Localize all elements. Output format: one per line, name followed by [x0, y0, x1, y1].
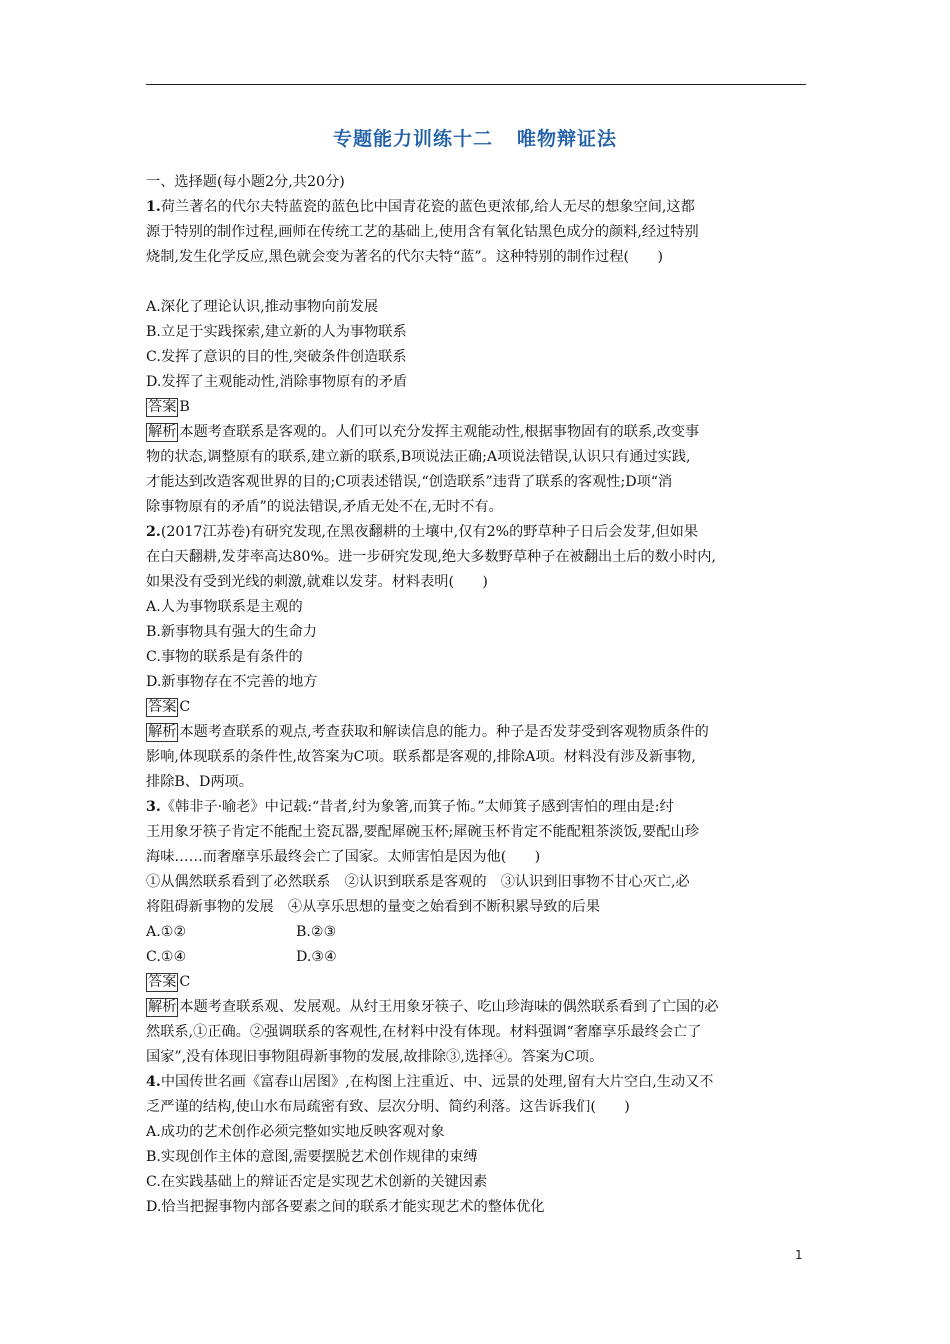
option-a: A.人为事物联系是主观的 — [146, 599, 303, 615]
analysis-tag: 解析 — [148, 424, 177, 440]
option-a: A.成功的艺术创作必须完整如实地反映客观对象 — [146, 1124, 445, 1140]
option-b: B.新事物具有强大的生命力 — [146, 624, 317, 640]
page-title — [0, 124, 950, 151]
analysis-line: 物的状态,调整原有的联系,建立新的联系,B项说法正确;A项说法错误,认识只有通过实践, — [146, 449, 691, 465]
option-d: D.③④ — [296, 949, 337, 965]
analysis-line: 国家”,没有体现旧事物阻碍新事物的发展,故排除③,选择④。答案为C项。 — [146, 1049, 604, 1065]
section-heading: 一、选择题(每小题2分,共20分) — [146, 174, 345, 190]
option-d: D.发挥了主观能动性,消除事物原有的矛盾 — [146, 374, 408, 390]
answer-tag: 答案 — [148, 974, 177, 990]
answer-tag: 答案 — [148, 399, 177, 415]
question-stem-line: 《韩非子·喻老》中记载:“昔者,纣为象箸,而箕子怖。”太师箕子感到害怕的理由是:纣 — [160, 799, 674, 815]
question-stem-line: (2017江苏卷)有研究发现,在黑夜翻耕的土壤中,仅有2%的野草种子日后会发芽,但如果 — [160, 524, 699, 540]
answer-value: B — [179, 399, 190, 415]
option-c: C.发挥了意识的目的性,突破条件创造联系 — [146, 349, 407, 365]
analysis-line: 排除B、D两项。 — [146, 774, 253, 790]
question-4 — [146, 1070, 814, 1220]
analysis-line: 本题考查联系的观点,考查获取和解读信息的能力。种子是否发芽受到客观物质条件的 — [179, 724, 709, 740]
analysis-tag: 解析 — [148, 724, 177, 740]
question-stem-line: 如果没有受到光线的刺激,就难以发芽。材料表明( ) — [146, 574, 488, 590]
question-stem-line: 在白天翻耕,发芽率高达80%。进一步研究发现,绝大多数野草种子在被翻出土后的数小时内, — [146, 549, 717, 565]
option-c: C.事物的联系是有条件的 — [146, 649, 303, 665]
question-stem-line: 源于特别的制作过程,画师在传统工艺的基础上,使用含有氧化钴黑色成分的颜料,经过特别 — [146, 224, 699, 240]
options-row — [146, 920, 814, 945]
question-stem-line: 海味……而奢靡享乐最终会亡了国家。太师害怕是因为他( ) — [146, 849, 541, 865]
analysis-tag: 解析 — [148, 999, 177, 1015]
question-1 — [146, 195, 814, 520]
analysis-line: 然联系,①正确。②强调联系的客观性,在材料中没有体现。材料强调“奢靡享乐最终会亡了 — [146, 1024, 702, 1040]
answer-value: C — [179, 974, 191, 990]
document-body — [146, 170, 814, 1220]
title-sub: 唯物辩证法 — [517, 128, 618, 150]
options-row — [146, 945, 814, 970]
analysis-line: 才能达到改造客观世界的目的;C项表述错误,“创造联系”违背了联系的客观性;D项“消 — [146, 474, 673, 490]
question-stem-line: 烧制,发生化学反应,黑色就会变为著名的代尔夫特“蓝”。这种特别的制作过程( ) — [146, 249, 663, 265]
title-main: 专题能力训练十二 — [332, 128, 493, 150]
option-d: D.新事物存在不完善的地方 — [146, 674, 318, 690]
question-stem-line: 荷兰著名的代尔夫特蓝瓷的蓝色比中国青花瓷的蓝色更浓郁,给人无尽的想象空间,这都 — [160, 199, 695, 215]
option-c: C.①④ — [146, 949, 187, 965]
question-stem-line: 乏严谨的结构,使山水布局疏密有致、层次分明、简约利落。这告诉我们( ) — [146, 1099, 630, 1115]
question-2 — [146, 520, 814, 795]
question-number: 2. — [146, 524, 161, 540]
option-d: D.恰当把握事物内部各要素之间的联系才能实现艺术的整体优化 — [146, 1199, 545, 1215]
option-c: C.在实践基础上的辩证否定是实现艺术创新的关键因素 — [146, 1174, 488, 1190]
option-a: A.①② — [146, 924, 187, 940]
question-stem-line: 中国传世名画《富春山居图》,在构图上注重近、中、远景的处理,留有大片空白,生动又不 — [160, 1074, 714, 1090]
analysis-line: 本题考查联系观、发展观。从纣王用象牙筷子、吃山珍海味的偶然联系看到了亡国的必 — [179, 999, 719, 1015]
answer-tag: 答案 — [148, 699, 177, 715]
question-number: 1. — [146, 199, 161, 215]
question-stem-line: ①从偶然联系看到了必然联系 ②认识到联系是客观的 ③认识到旧事物不甘心灭亡,必 — [146, 874, 690, 890]
question-3 — [146, 795, 814, 1070]
header-rule — [146, 84, 806, 85]
analysis-line: 本题考查联系是客观的。人们可以充分发挥主观能动性,根据事物固有的联系,改变事 — [179, 424, 700, 440]
question-number: 4. — [146, 1074, 161, 1090]
question-stem-line: 王用象牙筷子肯定不能配土瓷瓦器,要配犀碗玉杯;犀碗玉杯肯定不能配粗茶淡饭,要配山珍 — [146, 824, 699, 840]
question-stem-line: 将阻碍新事物的发展 ④从享乐思想的量变之始看到不断积累导致的后果 — [146, 899, 601, 915]
answer-value: C — [179, 699, 191, 715]
page-number: 1 — [795, 1248, 803, 1262]
analysis-line: 影响,体现联系的条件性,故答案为C项。联系都是客观的,排除A项。材料没有涉及新事物, — [146, 749, 696, 765]
option-b: B.②③ — [296, 924, 337, 940]
option-b: B.实现创作主体的意图,需要摆脱艺术创作规律的束缚 — [146, 1149, 478, 1165]
analysis-line: 除事物原有的矛盾”的说法错误,矛盾无处不在,无时不有。 — [146, 499, 503, 515]
option-a: A.深化了理论认识,推动事物向前发展 — [146, 299, 379, 315]
question-number: 3. — [146, 799, 161, 815]
option-b: B.立足于实践探索,建立新的人为事物联系 — [146, 324, 407, 340]
